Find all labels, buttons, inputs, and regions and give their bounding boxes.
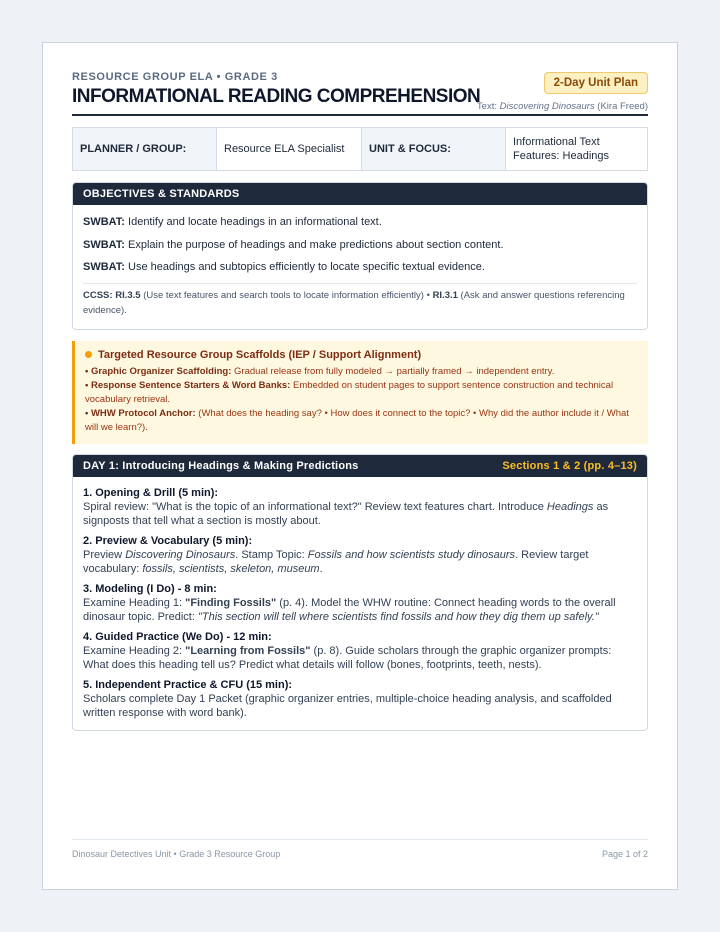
- lesson-step: [83, 582, 637, 624]
- day1-body: [73, 477, 647, 730]
- step-heading: 2. Preview & Vocabulary (5 min):: [83, 534, 253, 547]
- objectives-title: OBJECTIVES & STANDARDS: [83, 188, 240, 200]
- lesson-step: [83, 534, 637, 576]
- page-number: Page 1 of 2: [601, 849, 648, 859]
- objective-lead: SWBAT:: [83, 238, 125, 251]
- step-text-part: Examine Heading 2:: [83, 644, 186, 657]
- step-text-italic: fossils, scientists, skeleton, museum: [142, 562, 320, 575]
- scaffold-item: [85, 379, 638, 407]
- objective-lead: SWBAT:: [83, 216, 125, 228]
- planner-label: PLANNER / GROUP:: [73, 128, 217, 170]
- step-text: Scholars complete Day 1 Packet (graphic organizer entries, multiple-choice heading analysis, and scaffolded written response with word bank).: [83, 692, 612, 719]
- objectives-body: [73, 205, 647, 329]
- objective-lead: SWBAT:: [83, 261, 125, 273]
- step-text-part: Preview: [83, 548, 126, 561]
- header-kicker: RESOURCE GROUP ELA • GRADE 3: [72, 71, 278, 83]
- step-text-part: . Stamp Topic:: [235, 548, 308, 561]
- document-page: [42, 42, 678, 890]
- step-heading: 4. Guided Practice (We Do) - 12 min:: [83, 630, 272, 643]
- objective-text: Use headings and subtopics efficiently to locate specific textual evidence.: [124, 261, 485, 273]
- step-text-part: (p. 4). Model the WHW routine: Connect heading words to the overall dinosaur topic. Predict:: [83, 596, 616, 623]
- text-prefix: Text:: [476, 101, 500, 112]
- page-title: INFORMATIONAL READING COMPREHENSION: [72, 86, 481, 107]
- meta-table: [72, 127, 648, 171]
- step-text-part: Spiral review: "What is the topic of an informational text?" Review text features chart. Introduce: [83, 500, 547, 513]
- objective-text: Identify and locate headings in an informational text.: [124, 216, 382, 228]
- text-title: Discovering Dinosaurs: [499, 101, 595, 112]
- day1-title: DAY 1: Introducing Headings & Making Predictions: [83, 459, 359, 472]
- step-text: [83, 644, 637, 672]
- scaffolds-title-text: Targeted Resource Group Scaffolds (IEP / Support Alignment): [98, 348, 422, 361]
- step-text: [83, 596, 637, 624]
- text-source: [477, 101, 648, 112]
- scaffold-lead: • Response Sentence Starters & Word Banks:: [85, 379, 291, 391]
- scaffold-text: Embedded on student pages to support sentence construction and technical vocabulary retrieval.: [85, 379, 614, 405]
- ccss-code: RI.3.5: [115, 289, 141, 301]
- day1-sections: Sections 1 & 2 (pp. 4–13): [502, 459, 637, 472]
- step-text-part: Examine Heading 1:: [83, 596, 186, 609]
- unit-value: Informational Text Features: Headings: [513, 136, 609, 162]
- scaffolds-title: [85, 349, 638, 361]
- day1-header: [73, 455, 647, 477]
- objective-item: [83, 215, 637, 229]
- ccss-code: RI.3.1: [432, 289, 458, 301]
- scaffold-lead: • Graphic Organizer Scaffolding:: [85, 365, 232, 377]
- page-content: [72, 71, 648, 731]
- unit-label: UNIT & FOCUS:: [362, 128, 506, 170]
- step-text-italic: Headings: [546, 500, 594, 513]
- text-author: (Kira Freed): [594, 101, 648, 112]
- ccss-standards: [83, 283, 637, 318]
- step-heading: 3. Modeling (I Do) - 8 min:: [83, 582, 217, 595]
- step-text: [83, 500, 637, 528]
- day1-card: [72, 454, 648, 731]
- scaffold-lead: • WHW Protocol Anchor:: [85, 407, 196, 419]
- scaffold-item: [85, 407, 638, 435]
- lesson-step: [83, 678, 637, 720]
- objective-item: [83, 260, 637, 274]
- bullet-dot-icon: [85, 351, 92, 358]
- step-text-italic: "This section will tell where scientists find fossils and how they dig them up safely.": [197, 610, 599, 623]
- step-text-bold: "Finding Fossils": [185, 596, 277, 609]
- ccss-text: (Use text features and search tools to locate information efficiently) •: [140, 289, 433, 301]
- header-rule: [72, 114, 648, 116]
- step-text-part: . Review target vocabulary:: [83, 548, 589, 575]
- step-text-italic: Discovering Dinosaurs: [125, 548, 236, 561]
- objective-item: [83, 238, 637, 252]
- objectives-card: [72, 182, 648, 330]
- lesson-step: [83, 630, 637, 672]
- step-text-italic: Fossils and how scientists study dinosaurs: [307, 548, 516, 561]
- step-text: [83, 548, 637, 576]
- step-text-part: as signposts that tell what a section is mostly about.: [83, 500, 609, 527]
- scaffold-item: [85, 365, 638, 379]
- lesson-step: [83, 486, 637, 528]
- step-heading: 1. Opening & Drill (5 min):: [83, 486, 219, 499]
- ccss-text: (Ask and answer questions referencing evidence).: [83, 289, 625, 316]
- planner-value: Resource ELA Specialist: [217, 128, 362, 170]
- objectives-header: [73, 183, 647, 205]
- step-text-part: (p. 8). Guide scholars through the graphic organizer prompts: What does this heading tell us? Predict what details will follow (bones, footprints, teeth, nests).: [83, 644, 612, 671]
- step-text-bold: "Learning from Fossils": [185, 644, 311, 657]
- step-text-part: .: [319, 562, 323, 575]
- footer-left: Dinosaur Detectives Unit • Grade 3 Resource Group: [72, 849, 281, 859]
- unit-plan-badge: 2-Day Unit Plan: [544, 72, 648, 94]
- objective-text: Explain the purpose of headings and make predictions about section content.: [124, 238, 504, 251]
- page-footer: [72, 839, 648, 859]
- scaffolds-callout: [72, 341, 648, 444]
- step-heading: 5. Independent Practice & CFU (15 min):: [83, 678, 293, 691]
- scaffold-text: Gradual release from fully modeled → partially framed → independent entry.: [231, 365, 555, 377]
- scaffold-text: (What does the heading say? • How does it connect to the topic? • Why did the author include it / What will we learn?).: [85, 407, 629, 433]
- ccss-label: CCSS:: [83, 289, 113, 301]
